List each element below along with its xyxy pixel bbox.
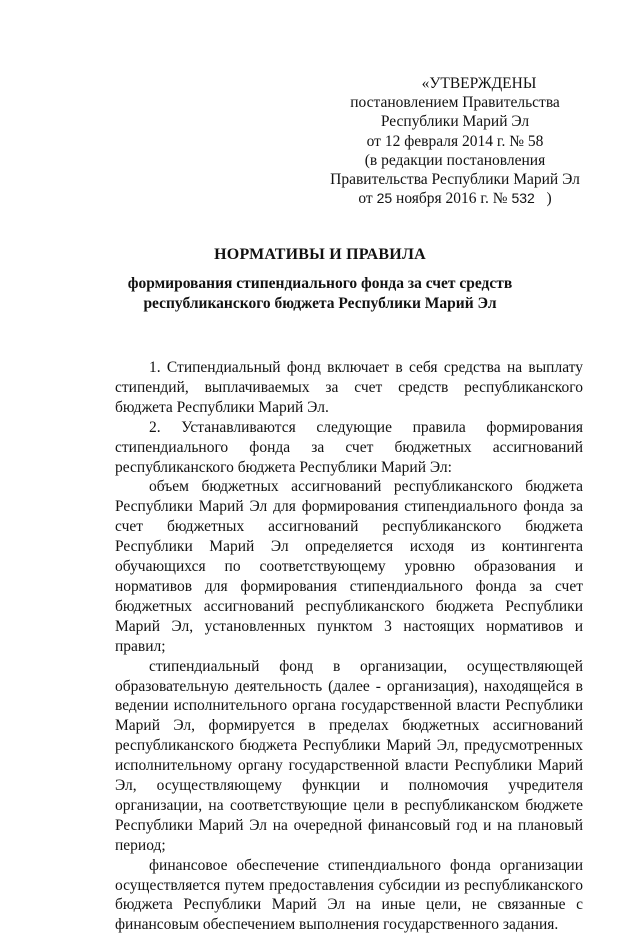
document-subtitle [0, 274, 640, 314]
paragraph-4: стипендиальный фонд в организации, осуществляющей образовательную деятельность (далее - организация), находящейся в ведении исполнительного органа государственной власти Республики Марий Эл, формируется в пределах бюджетных ассигнований республиканского бюджета Республики Марий Эл, предусмотренных исполнительному органу государственной власти Республики Марий Эл, осуществляющему функции и полномочия учредителя организации, на соответствующие цели в республиканском бюджете Республики Марий Эл на очередной финансовый год и на плановый период; [115, 657, 583, 854]
paragraph-3: объем бюджетных ассигнований республиканского бюджета Республики Марий Эл для формирования стипендиального фонда за счет бюджетных ассигнований республиканского бюджета Республики Марий Эл определяется исходя из контингента обучающихся по соответствующему уровню образования и нормативов для формирования стипендиального фонда за счет бюджетных ассигнований республиканского бюджета Республики Марий Эл, установленных пунктом 3 настоящих нормативов и правил; [115, 478, 583, 655]
paragraph-1: 1. Стипендиальный фонд включает в себя средства на выплату стипендий, выплачиваемых за счет средств республиканского бюджета Республики Марий Эл. [115, 359, 583, 416]
approval-line-government: Правительства Республики Марий Эл [330, 171, 580, 189]
approval-line-date: от 12 февраля 2014 г. № 58 [366, 132, 544, 150]
subtitle-line-2: республиканского бюджета Республики Марий Эл [143, 295, 497, 312]
amendment-day: 25 [376, 190, 393, 207]
amendment-number: 532 [511, 190, 535, 207]
approval-line-amendment [300, 189, 610, 208]
document-body [115, 358, 583, 935]
approval-line-edition: (в редакции постановления [364, 151, 546, 169]
approval-heading: «УТВЕРЖДЕНЫ [421, 75, 537, 92]
amendment-suffix: ) [546, 190, 552, 208]
paragraph-5: финансовое обеспечение стипендиального фонда организации осуществляется путем предоставления субсидии из республиканского бюджета Республики Марий Эл на иные цели, не связанные с финансовым обеспечением выполнения государственного задания. [115, 856, 583, 934]
approval-line-resolution: постановлением Правительства [350, 94, 560, 112]
amendment-prefix: от [358, 190, 373, 208]
subtitle-line-1: формирования стипендиального фонда за счет средств [127, 275, 513, 292]
paragraph-2: 2. Устанавливаются следующие правила формирования стипендиального фонда за счет бюджетных ассигнований республиканского бюджета Республики Марий Эл: [115, 418, 583, 476]
approval-stamp-block [300, 74, 610, 208]
document-title: НОРМАТИВЫ И ПРАВИЛА [214, 246, 426, 263]
amendment-month: ноября 2016 г. № [396, 190, 508, 208]
approval-line-republic: Республики Марий Эл [380, 113, 530, 131]
